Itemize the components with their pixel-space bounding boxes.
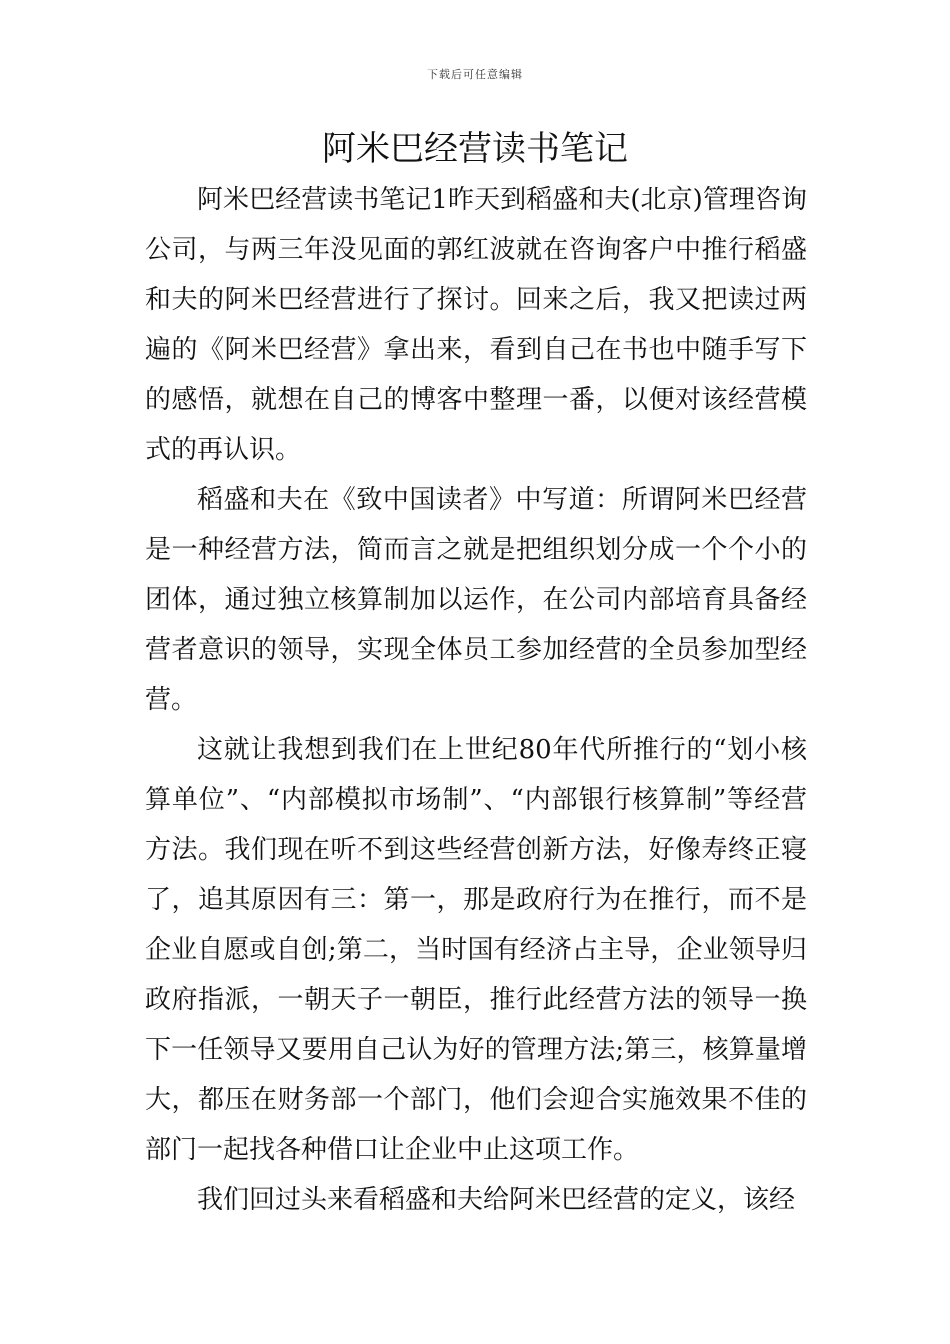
paragraph-1: 阿米巴经营读书笔记1昨天到稻盛和夫(北京)管理咨询公司，与两三年没见面的郭红波就在咨询客户中推行稻盛和夫的阿米巴经营进行了探讨。回来之后，我又把读过两遍的《阿米巴经营》拿出来，看到自己在书也中随手写下的感悟，就想在自己的博客中整理一番，以便对该经营模式的再认识。 [145, 185, 807, 465]
document-title: 阿米巴经营读书笔记 [322, 129, 628, 169]
header-note: 下载后可任意编辑 [427, 68, 523, 81]
document-body [145, 175, 807, 1225]
paragraph-4: 我们回过头来看稻盛和夫给阿米巴经营的定义，该经 [197, 1185, 796, 1215]
paragraph-3: 这就让我想到我们在上世纪80年代所推行的“划小核算单位”、“内部模拟市场制”、“内部银行核算制”等经营方法。我们现在听不到这些经营创新方法，好像寿终正寝了，追其原因有三：第一，那是政府行为在推行，而不是企业自愿或自创;第二，当时国有经济占主导，企业领导归政府指派，一朝天子一朝臣，推行此经营方法的领导一换下一任领导又要用自己认为好的管理方法;第三，核算量增大，都压在财务部一个部门，他们会迎合实施效果不佳的部门一起找各种借口让企业中止这项工作。 [145, 735, 807, 1165]
paragraph-2: 稻盛和夫在《致中国读者》中写道：所谓阿米巴经营是一种经营方法，简而言之就是把组织划分成一个个小的团体，通过独立核算制加以运作，在公司内部培育具备经营者意识的领导，实现全体员工参加经营的全员参加型经营。 [145, 485, 807, 715]
